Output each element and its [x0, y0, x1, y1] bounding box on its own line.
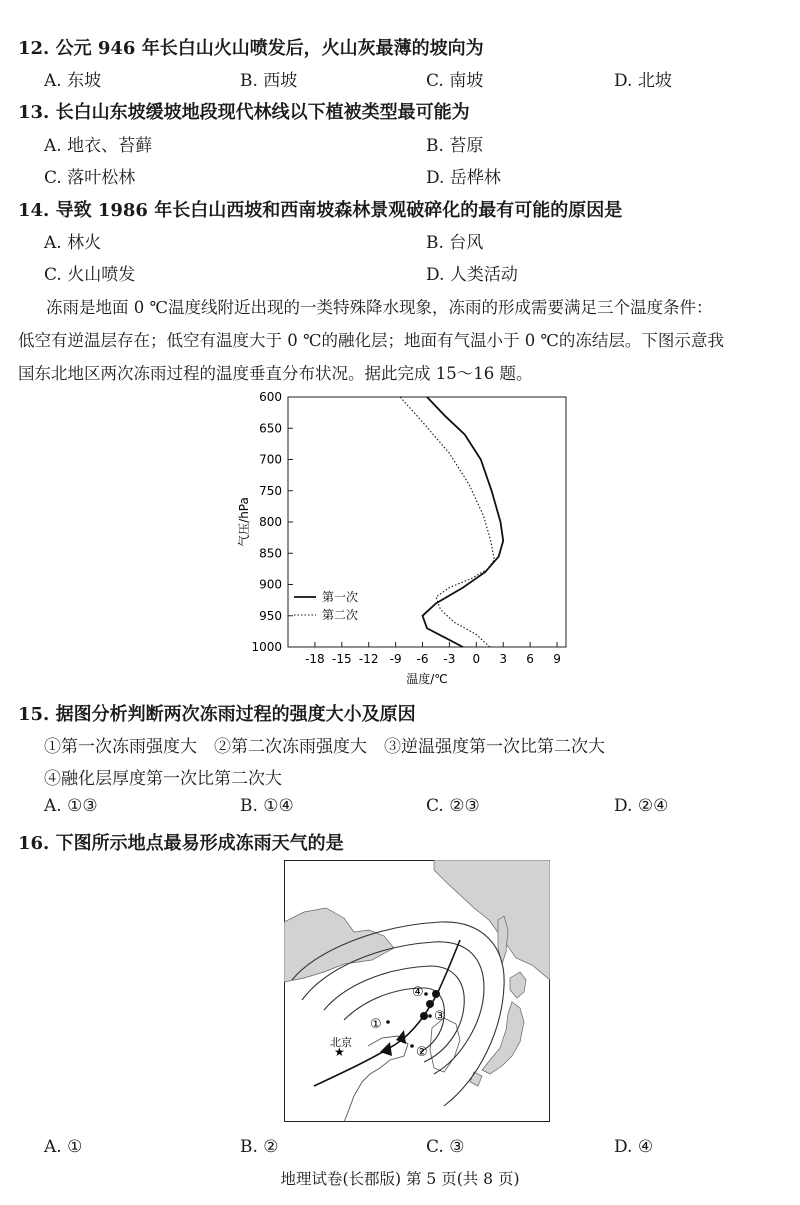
marker-4: ④ — [412, 985, 424, 1000]
page-footer: 地理试卷(长郡版) 第 5 页(共 8 页) — [280, 1170, 520, 1188]
y-tick-label: 650 — [259, 421, 282, 436]
q15-statements-line2: ④融化层厚度第一次比第二次大 — [44, 769, 282, 789]
x-tick-label: -18 — [305, 652, 325, 666]
temperature-profile-chart — [0, 385, 800, 695]
legend-label-1: 第一次 — [322, 590, 359, 604]
q16-option-b: B. ② — [240, 1137, 279, 1157]
x-axis-label: 温度/℃ — [406, 672, 448, 686]
y-tick-label: 850 — [259, 546, 282, 561]
q12-option-c: C. 南坡 — [426, 71, 484, 91]
marker-3-dot — [428, 1014, 432, 1018]
q12-option-b: B. 西坡 — [240, 71, 298, 91]
marker-4-dot — [424, 992, 428, 996]
q14-option-b: B. 台风 — [426, 233, 484, 253]
q14-option-d: D. 人类活动 — [426, 265, 518, 285]
y-tick-label: 900 — [259, 577, 282, 592]
q15-statements-line1: ①第一次冻雨强度大 ②第二次冻雨强度大 ③逆温强度第一次比第二次大 — [44, 737, 605, 757]
beijing-label: 北京 — [330, 1036, 352, 1049]
y-tick-label: 700 — [259, 452, 282, 467]
marker-1: ① — [370, 1017, 382, 1032]
x-tick-label: -12 — [358, 652, 379, 666]
q14-option-c: C. 火山喷发 — [44, 265, 136, 285]
y-axis-label: 气压/hPa — [237, 497, 251, 547]
q15-option-a: A. ①③ — [44, 796, 98, 816]
y-tick-label: 800 — [259, 515, 282, 529]
passage-line-1: 冻雨是地面 0 ℃温度线附近出现的一类特殊降水现象，冻雨的形成需要满足三个温度条件： — [46, 298, 713, 317]
q13-stem: 13. 长白山东坡缓坡地段现代林线以下植被类型最可能为 — [18, 102, 470, 123]
marker-1-dot — [386, 1020, 390, 1024]
x-tick-label: -6 — [416, 652, 429, 666]
q13-option-d: D. 岳桦林 — [426, 168, 501, 188]
q15-option-d: D. ②④ — [614, 796, 669, 816]
q13-option-c: C. 落叶松林 — [44, 168, 136, 188]
series-line-1 — [423, 397, 504, 647]
marker-3: ③ — [434, 1009, 446, 1024]
q13-option-a: A. 地衣、苔藓 — [44, 136, 153, 156]
x-tick-label: 0 — [472, 652, 481, 666]
q16-option-a: A. ① — [44, 1137, 83, 1157]
q15-option-b: B. ①④ — [240, 796, 294, 816]
passage-line-3: 国东北地区两次冻雨过程的温度垂直分布状况。据此完成 15～16 题。 — [18, 364, 533, 383]
q12-stem: 12. 公元 946 年长白山火山喷发后，火山灰最薄的坡向为 — [18, 38, 484, 59]
x-tick-label: -9 — [389, 652, 402, 666]
region-map — [284, 860, 550, 1122]
x-tick-label: 6 — [526, 652, 534, 666]
q16-stem: 16. 下图所示地点最易形成冻雨天气的是 — [18, 833, 344, 854]
beijing-star-icon: ★ — [334, 1045, 345, 1059]
q14-option-a: A. 林火 — [44, 233, 102, 253]
y-tick-label: 750 — [259, 483, 282, 498]
q12-option-a: A. 东坡 — [44, 71, 102, 91]
q14-stem: 14. 导致 1986 年长白山西坡和西南坡森林景观破碎化的最有可能的原因是 — [18, 200, 623, 221]
x-tick-label: -3 — [443, 652, 456, 666]
y-tick-label: 950 — [259, 608, 282, 623]
marker-2: ② — [416, 1045, 428, 1060]
passage — [18, 291, 786, 390]
q15-stem: 15. 据图分析判断两次冻雨过程的强度大小及原因 — [18, 704, 416, 725]
q12-option-d: D. 北坡 — [614, 71, 672, 91]
passage-line-2: 低空有逆温层存在；低空有温度大于 0 ℃的融化层；地面有气温小于 0 ℃的冻结层。下图示意我 — [18, 331, 724, 350]
marker-2-dot — [410, 1044, 414, 1048]
y-tick-label: 600 — [259, 390, 282, 404]
x-tick-label: 9 — [553, 652, 561, 666]
q16-option-c: C. ③ — [426, 1137, 465, 1157]
q16-option-d: D. ④ — [614, 1137, 654, 1157]
series-line-2 — [400, 397, 494, 647]
legend-label-2: 第二次 — [322, 608, 359, 622]
x-tick-label: -15 — [332, 652, 352, 666]
x-tick-label: 3 — [499, 652, 508, 666]
q13-option-b: B. 苔原 — [426, 136, 484, 156]
q15-option-c: C. ②③ — [426, 796, 480, 816]
y-tick-label: 1000 — [251, 640, 282, 654]
